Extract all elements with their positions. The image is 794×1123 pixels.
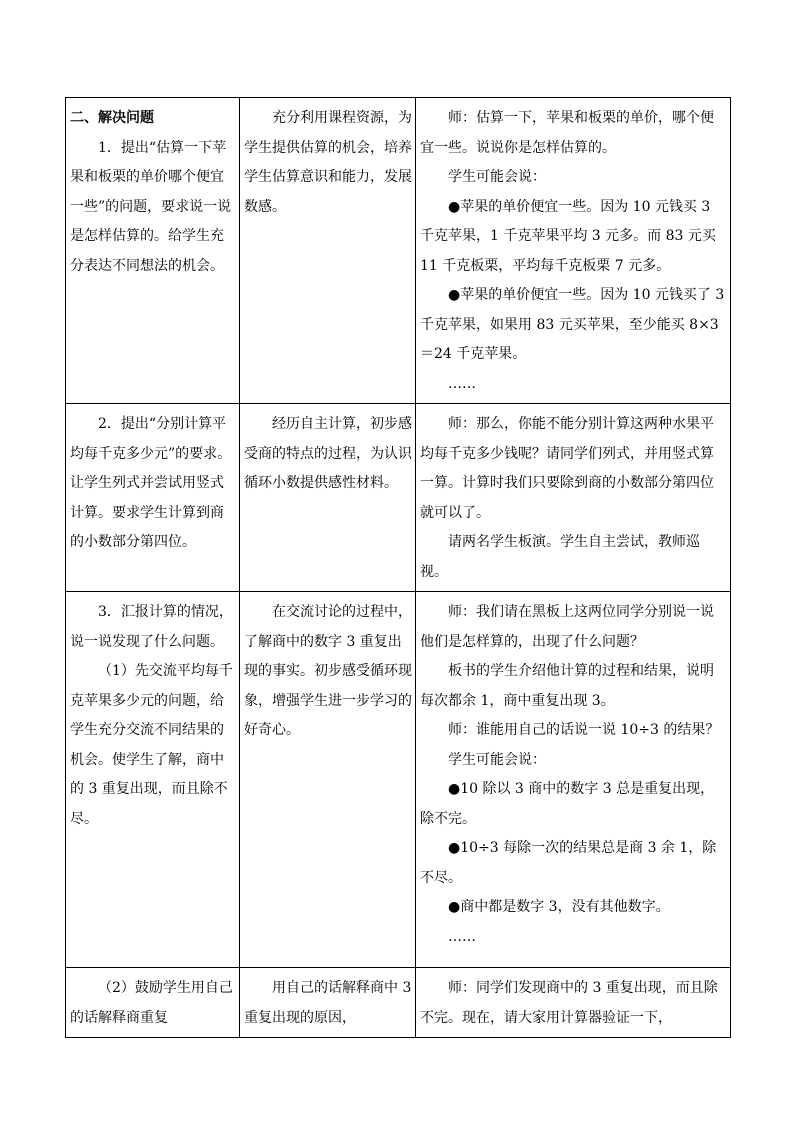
teaching-process-cell	[66, 592, 240, 968]
design-intent-cell	[240, 98, 416, 404]
cell-paragraph: ●苹果的单价便宜一些。因为 10 元钱买了 3 千克苹果，如果用 83 元买苹果，至少能买 8×3＝24 千克苹果。	[420, 287, 725, 362]
classroom-dialogue-cell	[416, 968, 731, 1038]
teaching-process-cell	[66, 404, 240, 592]
design-intent-cell	[240, 404, 416, 592]
teaching-process-cell	[66, 98, 240, 404]
table-row	[66, 98, 731, 404]
cell-paragraph: ●10 除以 3 商中的数字 3 总是重复出现，除不完。	[420, 781, 715, 827]
cell-paragraph: 板书的学生介绍他计算的过程和结果，说明每次都余 1，商中重复出现 3。	[420, 663, 714, 709]
cell-paragraph: （2）鼓励学生用自己的话解释商重复	[70, 980, 233, 1026]
cell-paragraph: 3．汇报计算的情况，说一说发现了什么问题。	[70, 604, 233, 650]
ellipsis: ……	[448, 928, 476, 945]
ellipsis: ……	[448, 375, 476, 392]
table-row	[66, 592, 731, 968]
table-row	[66, 404, 731, 592]
cell-paragraph: 经历自主计算，初步感受商的特点的过程，为认识循环小数提供感性材料。	[244, 416, 412, 491]
table-row	[66, 968, 731, 1038]
cell-paragraph: ●苹果的单价便宜一些。因为 10 元钱买 3 千克苹果，1 千克苹果平均 3 元多。而 83 元买 11 千克板栗，平均每千克板栗 7 元多。	[420, 198, 716, 274]
design-intent-cell	[240, 968, 416, 1038]
cell-paragraph: 1．提出“估算一下苹果和板栗的单价哪个便宜一些”的问题，要求说一说是怎样估算的。给学生充分表达不同想法的机会。	[70, 139, 232, 274]
cell-paragraph: 师：我们请在黑板上这两位同学分别说一说他们是怎样算的，出现了什么问题？	[420, 604, 714, 650]
teaching-process-cell	[66, 968, 240, 1038]
lesson-plan-table	[65, 97, 731, 1038]
cell-paragraph: 师：同学们发现商中的 3 重复出现，而且除不完。现在，请大家用计算器验证一下，	[420, 980, 718, 1026]
cell-paragraph: ●商中都是数字 3，没有其他数字。	[448, 899, 670, 915]
cell-paragraph: （1）先交流平均每千克苹果多少元的问题，给学生充分交流不同结果的机会。使学生了解，商中的 3 重复出现，而且除不尽。	[70, 663, 233, 827]
cell-paragraph: 学生可能会说：	[448, 751, 546, 768]
design-intent-cell	[240, 592, 416, 968]
section-title: 二、解决问题	[70, 110, 154, 126]
cell-paragraph: 在交流讨论的过程中，了解商中的数字 3 重复出现的事实。初步感受循环现象，增强学生进一步学习的好奇心。	[244, 604, 412, 738]
cell-paragraph: 学生可能会说：	[448, 169, 546, 185]
cell-paragraph: 师：那么，你能不能分别计算这两种水果平均每千克多少钱呢？请同学们列式，并用竖式算一算。计算时我们只要除到商的小数部分第四位就可以了。	[420, 416, 714, 521]
classroom-dialogue-cell	[416, 404, 731, 592]
cell-paragraph: ●10÷3 每除一次的结果总是商 3 余 1，除不尽。	[420, 840, 717, 886]
cell-paragraph: 2．提出“分别计算平均每千克多少元”的要求。让学生列式并尝试用竖式计算。要求学生计算到商的小数部分第四位。	[70, 416, 232, 550]
classroom-dialogue-cell	[416, 592, 731, 968]
cell-paragraph: 师：估算一下，苹果和板栗的单价，哪个便宜一些。说说你是怎样估算的。	[420, 110, 714, 156]
classroom-dialogue-cell	[416, 98, 731, 404]
cell-paragraph: 师：谁能用自己的话说一说 10÷3 的结果？	[448, 722, 720, 738]
cell-paragraph: 充分利用课程资源，为学生提供估算的机会，培养学生估算意识和能力，发展数感。	[244, 110, 412, 215]
cell-paragraph: 用自己的话解释商中 3 重复出现的原因，	[244, 980, 412, 1026]
cell-paragraph: 请两名学生板演。学生自主尝试，教师巡视。	[420, 534, 700, 580]
